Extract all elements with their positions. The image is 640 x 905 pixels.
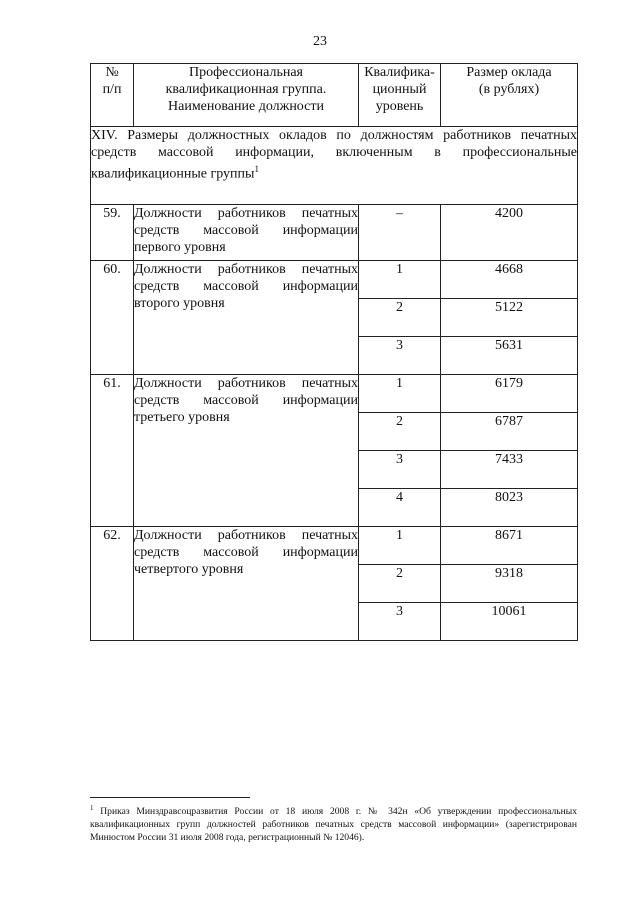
qualification-level: 1 — [359, 527, 441, 565]
footnote — [90, 802, 577, 844]
header-salary: Размер оклада (в рублях) — [441, 64, 578, 127]
row-number: 60. — [91, 261, 134, 375]
salary-value: 8671 — [441, 527, 578, 565]
group-name: Должности работников печатных средств массовой информации третьего уровня — [134, 375, 359, 527]
salary-value: 4668 — [441, 261, 578, 299]
header-qualification-level: Квалифика- ционный уровень — [359, 64, 441, 127]
footnote-mark: 1 — [90, 804, 94, 812]
qualification-level: 1 — [359, 375, 441, 413]
salary-value: 4200 — [441, 205, 578, 261]
table-row — [91, 205, 578, 261]
table-row — [91, 261, 578, 299]
table-header-row — [91, 64, 578, 127]
row-number: 62. — [91, 527, 134, 641]
qualification-level: 3 — [359, 603, 441, 641]
qualification-level: 2 — [359, 413, 441, 451]
group-name: Должности работников печатных средств массовой информации четвертого уровня — [134, 527, 359, 641]
qualification-level: 3 — [359, 451, 441, 489]
footnote-divider — [90, 797, 250, 798]
qualification-level: – — [359, 205, 441, 261]
salary-value: 6787 — [441, 413, 578, 451]
row-number: 61. — [91, 375, 134, 527]
qualification-level: 4 — [359, 489, 441, 527]
header-group-name: Профессиональная квалификационная группа. Наименование должности — [134, 64, 359, 127]
qualification-level: 1 — [359, 261, 441, 299]
qualification-level: 2 — [359, 299, 441, 337]
salary-value: 9318 — [441, 565, 578, 603]
salary-value: 7433 — [441, 451, 578, 489]
section-row — [91, 127, 578, 205]
footnote-text: Приказ Минздравсоцразвития России от 18 июля 2008 г. № 342н «Об утверждении профессиональных квалификационных групп должностей работников печатных средств массовой информации» (зарегистрирован Минюстом России 31 июля 2008 года, регистрационный № 12046). — [90, 806, 577, 844]
page-number: 23 — [313, 34, 327, 49]
footnote-reference: 1 — [254, 164, 259, 174]
section-title: XIV. Размеры должностных окладов по должностям работников печатных средств массовой информации, включенным в профессиональные квалификационные группы$^1$ — [91, 127, 578, 205]
salary-value: 8023 — [441, 489, 578, 527]
salary-value: 6179 — [441, 375, 578, 413]
salary-table — [90, 63, 578, 641]
qualification-level: 3 — [359, 337, 441, 375]
header-number: № п/п — [91, 64, 134, 127]
group-name: Должности работников печатных средств массовой информации первого уровня — [134, 205, 359, 261]
row-number: 59. — [91, 205, 134, 261]
table-row — [91, 375, 578, 413]
qualification-level: 2 — [359, 565, 441, 603]
salary-value: 5631 — [441, 337, 578, 375]
salary-value: 10061 — [441, 603, 578, 641]
table-row — [91, 527, 578, 565]
group-name: Должности работников печатных средств массовой информации второго уровня — [134, 261, 359, 375]
salary-value: 5122 — [441, 299, 578, 337]
